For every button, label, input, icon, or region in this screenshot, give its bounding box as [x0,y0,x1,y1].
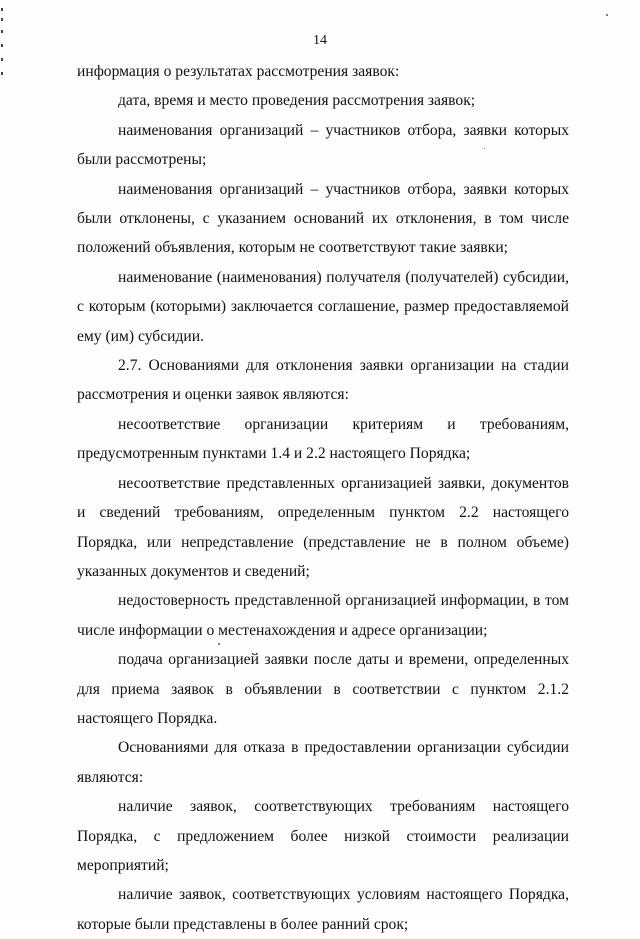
paragraph: несоответствие представленных организацией заявки, документов и сведений требованиям, определенным пунктом 2.2 настоящего Порядка, или непредставление (представление не в полном объеме) указанных документов и сведений; [77,474,569,580]
page-number: 14 [313,33,327,48]
document-body [77,57,569,939]
paragraph: несоответствие организации критериям и требованиям, предусмотренным пунктами 1.4 и 2.2 настоящего Порядка; [77,415,569,463]
paragraph: 2.7. Основаниями для отклонения заявки организации на стадии рассмотрения и оценки заявок являются: [77,357,569,404]
scan-speck [606,14,608,16]
paragraph: наличие заявок, соответствующих требованиям настоящего Порядка, с предложением более низкой стоимости реализации мероприятий; [77,798,569,874]
paragraph: информация о результатах рассмотрения заявок: [77,63,400,80]
paragraph: недостоверность представленной организацией информации, в том числе информации о местенахождения и адресе организации; [77,592,569,639]
paragraph: Основаниями для отказа в предоставлении организации субсидии являются: [77,739,569,786]
paragraph: подача организацией заявки после даты и времени, определенных для приема заявок в объявлении в соответствии с пунктом 2.1.2 настоящего Порядка. [77,651,569,727]
paragraph: дата, время и место проведения рассмотрения заявок; [118,92,476,110]
paragraph: наименование (наименования) получателя (получателей) субсидии, с которым (которыми) заключается соглашение, размер предоставляемой ему (им) субсидии. [77,268,569,345]
paragraph: наименования организаций – участников отбора, заявки которых были рассмотрены; [77,121,569,169]
scan-edge-marks [1,8,4,108]
paragraph: наличие заявок, соответствующих условиям настоящего Порядка, которые были представлены в более ранний срок; [77,886,569,933]
paragraph: наименования организаций – участников отбора, заявки которых были отклонены, с указанием оснований их отклонения, в том числе положений объявления, которым не соответствуют такие заявки; [77,180,569,257]
